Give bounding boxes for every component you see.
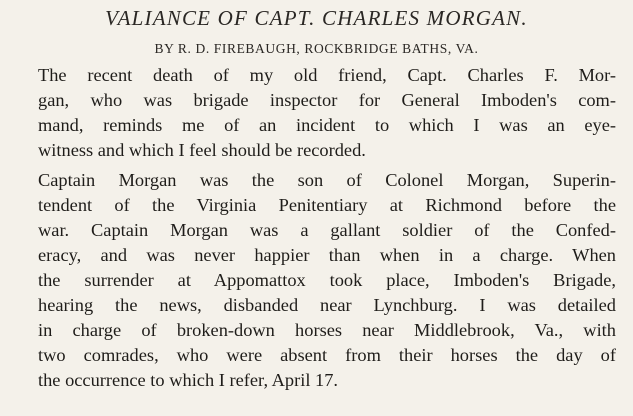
text-line: The recent death of my old friend, Capt. Charles F. Mor-	[38, 65, 616, 85]
text-line: in charge of broken-down horses near Middlebrook, Va., with	[38, 320, 616, 340]
article-byline: BY R. D. FIREBAUGH, ROCKBRIDGE BATHS, VA.	[154, 41, 479, 56]
article-title: VALIANCE OF CAPT. CHARLES MORGAN.	[105, 6, 528, 30]
text-line: witness and which I feel should be recorded.	[38, 140, 366, 160]
text-line: eracy, and was never happier than when in a charge. When	[38, 245, 616, 265]
text-line: hearing the news, disbanded near Lynchburg. I was detailed	[38, 295, 616, 315]
text-line: two comrades, who were absent from their horses the day of	[38, 345, 616, 365]
text-line: the occurrence to which I refer, April 17.	[38, 370, 339, 390]
text-line: the surrender at Appomattox took place, Imboden's Brigade,	[38, 270, 616, 290]
text-line: war. Captain Morgan was a gallant soldier of the Confed-	[38, 220, 616, 240]
text-line: tendent of the Virginia Penitentiary at Richmond before the	[38, 195, 616, 215]
text-line: gan, who was brigade inspector for General Imboden's com-	[38, 90, 616, 110]
text-line: mand, reminds me of an incident to which I was an eye-	[38, 115, 616, 135]
text-line: Captain Morgan was the son of Colonel Morgan, Superin-	[38, 170, 616, 190]
